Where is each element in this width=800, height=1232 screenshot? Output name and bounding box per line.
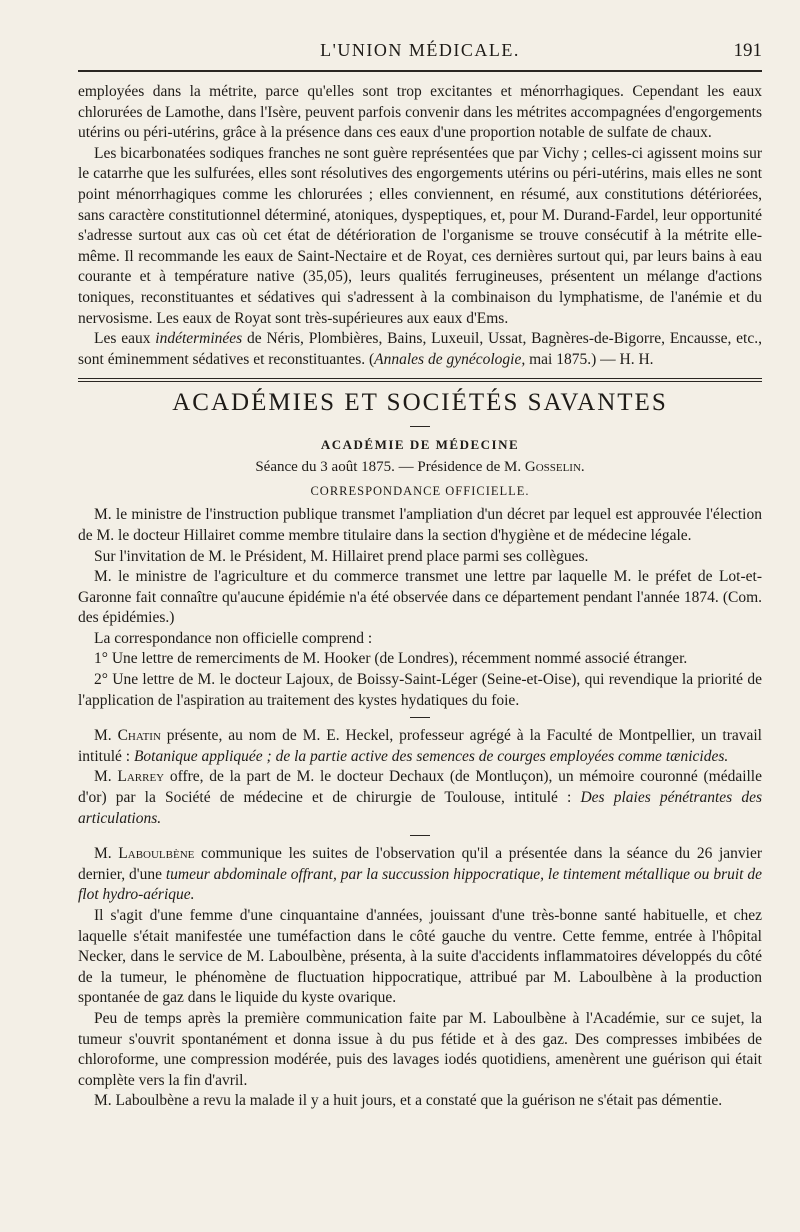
paragraph: 2° Une lettre de M. le docteur Lajoux, de Boissy-Saint-Léger (Seine-et-Oise), qui revendique la priorité de l'application de l'aspiration au traitement des kystes hydatiques du foie. xyxy=(78,671,762,709)
president-name: Gosselin xyxy=(524,459,581,476)
paragraph: La correspondance non officielle comprend : xyxy=(94,629,373,647)
paragraph: M. le ministre de l'instruction publique transmet l'ampliation d'un décret par lequel est approuvée l'élection de M. le docteur Hillairet comme membre titulaire dans la section d'hygiène et de médecine légale. xyxy=(78,506,762,544)
italic-title: Botanique appliquée ; de la partie active des semences de courges employées comme tænicides. xyxy=(133,747,729,765)
text: de Néris, Plombières, Bains, Luxeuil, Ussat, Bagnères-de-Bigorre, Encausse, etc., sont éminemment sédatives et reconstituantes. ( xyxy=(78,330,762,368)
section-title: ACADÉMIES ET SOCIÉTÉS SAVANTES xyxy=(172,389,668,417)
short-rule xyxy=(410,835,430,836)
header-rule xyxy=(78,70,762,72)
running-title: L'UNION MÉDICALE. xyxy=(320,40,520,60)
paragraph: Peu de temps après la première communication faite par M. Laboulbène à l'Académie, sur ce sujet, la tumeur s'ouvrit spontanément et donna issue à du pus fétide et à des gaz. Des compresses imbibées de chloroforme, une compression modérée, puis des lavages iodés quotidiens, amenèrent une guérison qui était complète vers la fin d'avril. xyxy=(78,1009,762,1089)
paragraph-chatin xyxy=(78,726,762,767)
academy-title: ACADÉMIE DE MÉDECINE xyxy=(320,437,520,453)
paragraph-larrey xyxy=(78,767,762,829)
paragraph: 1° Une lettre de remerciments de M. Hooker (de Londres), récemment nommé associé étranger. xyxy=(94,650,688,668)
text: communique les suites de l'observation qu'il a présentée dans la séance du 26 janvier dernier, d'une xyxy=(78,845,762,883)
text: . xyxy=(580,459,585,476)
paragraph: employées dans la métrite, parce qu'elles sont trop excitantes et ménorrhagiques. Cependant les eaux chlorurées de Lamothe, dans l'Isère, peuvent parfois convenir dans les métrites accompagnées d'engorgements utérins ou péri-utérins, grâce à la présence dans ces eaux d'une proportion notable de sulfate de chaux. xyxy=(78,83,762,142)
paragraph-laboulbene xyxy=(78,844,762,906)
page-number: 191 xyxy=(733,40,762,61)
paragraph: M. le ministre de l'agriculture et du commerce transmet une lettre par laquelle M. le préfet de Lot-et-Garonne fait connaître qu'aucune épidémie n'a été observée dans ce département pendant l'année 1874. (Com. des épidémies.) xyxy=(78,568,762,627)
italic-text: indéterminées xyxy=(155,330,243,348)
author-name: Laboulbène xyxy=(118,845,195,863)
section-rule xyxy=(78,378,762,382)
short-rule xyxy=(410,717,430,718)
short-rule xyxy=(410,426,430,427)
text: Les eaux xyxy=(94,330,156,348)
text: Séance du 3 août 1875. — Présidence de M. xyxy=(255,459,525,476)
text: M. xyxy=(94,845,119,863)
correspondance-title: CORRESPONDANCE OFFICIELLE. xyxy=(310,484,530,499)
seance-line xyxy=(78,459,762,476)
text: offre, de la part de M. le docteur Dechaux (de Montluçon), un mémoire couronné (médaille d'or) par la Société de médecine et de chirurgie de Toulouse, intitulé : xyxy=(78,768,762,807)
text: présente, au nom de M. E. Heckel, professeur agrégé à la Faculté de Montpellier, un travail intitulé : xyxy=(78,727,762,765)
italic-citation: Annales de gynécologie, xyxy=(374,350,526,368)
paragraph: Les bicarbonatées sodiques franches ne sont guère représentées que par Vichy ; celles-ci agissent moins sur le catarrhe que les sulfurées, elles sont résolutives des engorgements utérins ou péri-utérins, mais elles ne sont point ménorrhagiques comme les chlorurées ; elles conviennent, en résumé, aux constitutions détériorées, sans caractère constitutionnel déterminé, atoniques, dyspeptiques, et, pour M. Durand-Fardel, leur opportunité s'adresse surtout aux cas où cet état de détérioration de l'organisme se trouve consécutif à la métrite elle-même. Il recommande les eaux de Saint-Nectaire et de Royat, ces dernières surtout qui, par leurs bains à eau courante et à température native (35,05), leurs qualités ferrugineuses, présentent un mélange d'actions toniques, reconstituantes et sédatives qui s'adressent à la combinaison du lymphatisme, de l'anémie et du nervosisme. Les eaux de Royat sont très-supérieures aux eaux d'Ems. xyxy=(78,144,762,327)
text: M. xyxy=(94,768,118,786)
author-name: Larrey xyxy=(117,768,165,786)
running-head xyxy=(78,38,762,70)
paragraph-eaux xyxy=(78,329,762,370)
author-name: Chatin xyxy=(117,727,161,745)
text: M. xyxy=(94,727,118,745)
italic-title: Des plaies pénétrantes des articulations. xyxy=(78,789,762,827)
text: mai 1875.) — H. H. xyxy=(525,350,654,368)
italic-title: tumeur abdominale offrant, par la succussion hippocratique, le tintement métallique ou bruit de flot hydro-aérique. xyxy=(78,865,762,904)
paragraph: Sur l'invitation de M. le Président, M. Hillairet prend place parmi ses collègues. xyxy=(94,547,589,565)
paragraph: M. Laboulbène a revu la malade il y a huit jours, et a constaté que la guérison ne s'était pas démentie. xyxy=(94,1092,723,1110)
paragraph: Il s'agit d'une femme d'une cinquantaine d'années, jouissant d'une très-bonne santé habituelle, et chez laquelle s'était manifestée une tuméfaction dans le côté gauche du ventre. Cette femme, entrée à l'hôpital Necker, dans le service de M. Laboulbène, présenta, à la suite d'accidents inflammatoires développés du côté de la tumeur, le phénomène de fluctuation hippocratique, attribué par M. Laboulbène à la production spontanée de gaz dans le liquide du kyste ovarique. xyxy=(78,907,762,1007)
